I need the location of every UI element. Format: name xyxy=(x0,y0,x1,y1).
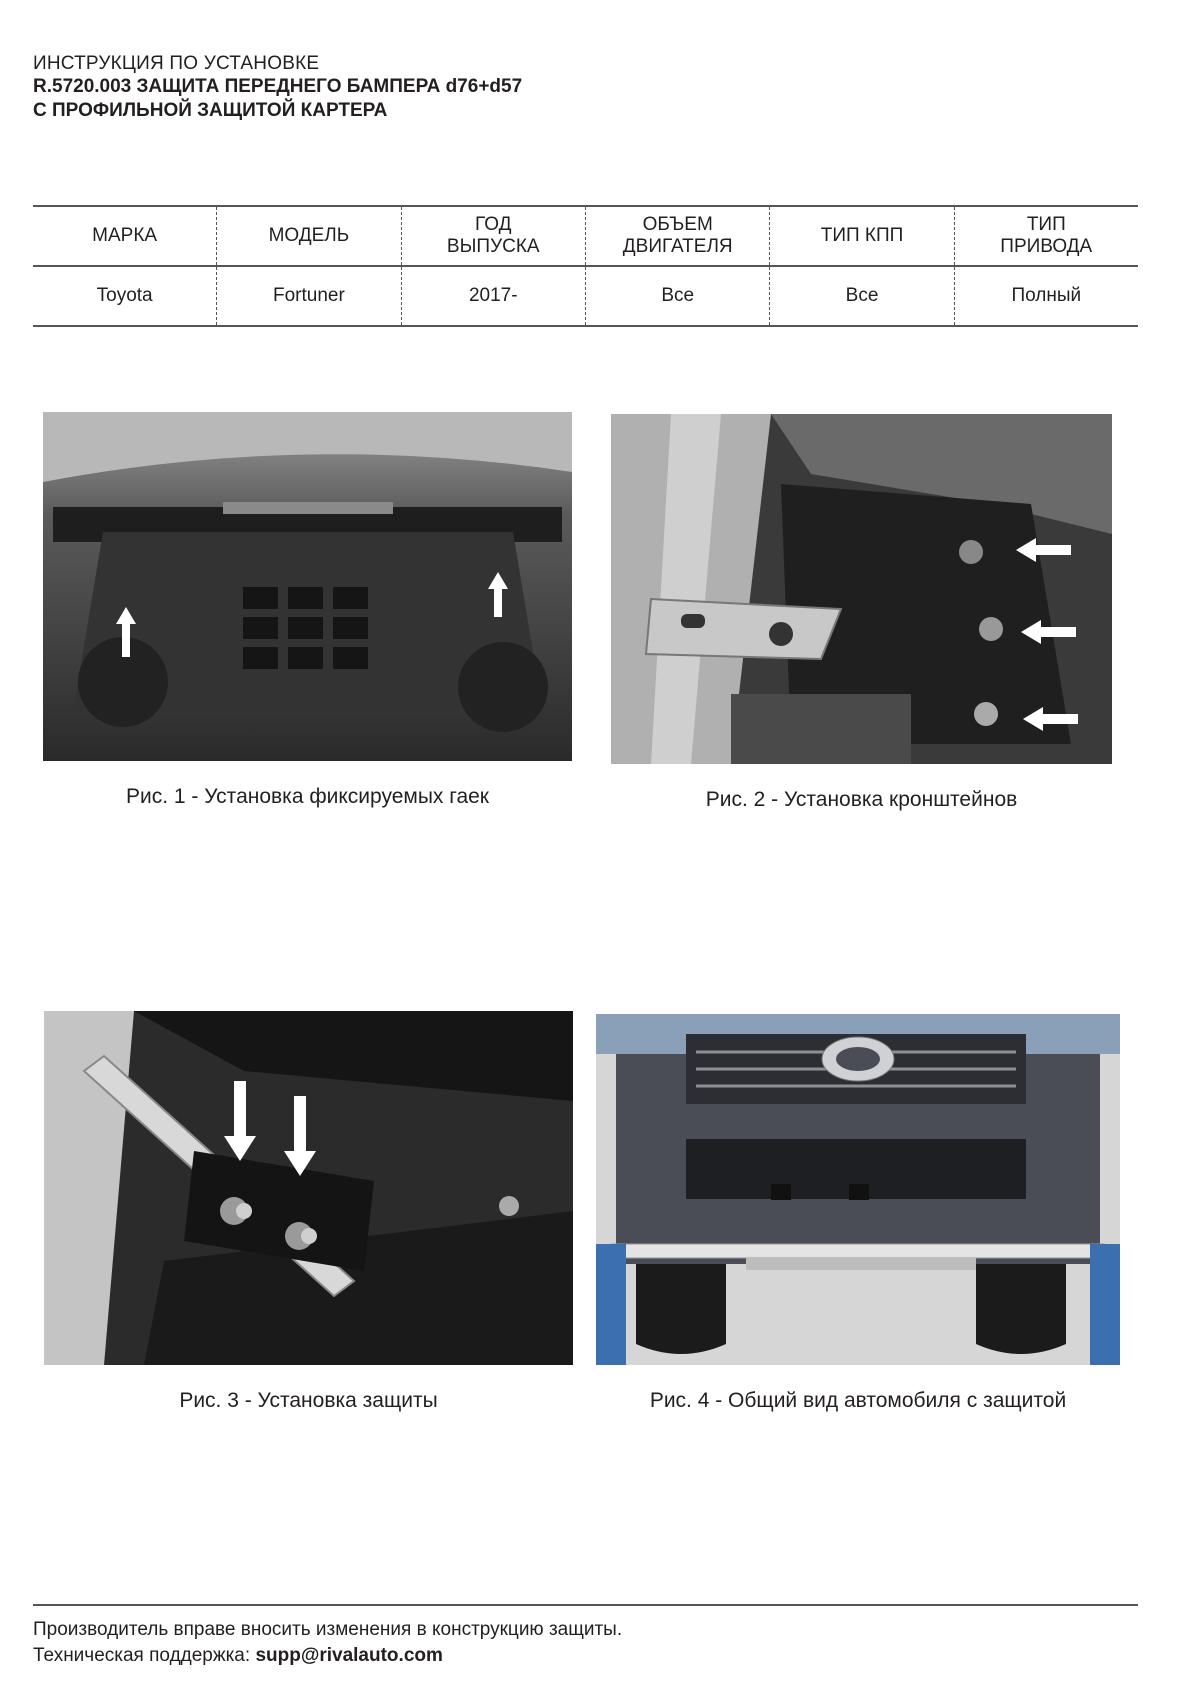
header-cell-gearbox: ТИП КПП xyxy=(770,206,954,266)
header-cell-engine: ОБЪЕМ ДВИГАТЕЛЯ xyxy=(585,206,770,266)
figure-2-caption: Рис. 2 - Установка кронштейнов xyxy=(705,788,1018,811)
value-cell-brand: Toyota xyxy=(33,266,217,326)
figure-4-caption: Рис. 4 - Общий вид автомобиля с защитой xyxy=(649,1389,1067,1412)
header-cell-brand: МАРКА xyxy=(33,206,217,266)
table-header-row xyxy=(33,206,1138,266)
document-subtitle: ИНСТРУКЦИЯ ПО УСТАНОВКЕ xyxy=(33,53,320,74)
figure-2-photo xyxy=(611,414,1112,764)
vehicle-spec-table xyxy=(33,205,1138,327)
figure-1-caption: Рис. 1 - Установка фиксируемых гаек xyxy=(126,785,489,808)
header-cell-drive: ТИП ПРИВОДА xyxy=(954,206,1138,266)
footer-divider xyxy=(33,1604,1138,1606)
support-email-link[interactable]: supp@rivalauto.com xyxy=(255,1645,443,1666)
document-header xyxy=(33,52,522,123)
disclaimer-text: Производитель вправе вносить изменения в конструкцию защиты. xyxy=(33,1619,623,1640)
value-cell-drive: Полный xyxy=(954,266,1138,326)
support-line xyxy=(33,1643,622,1669)
document-title-cont: С ПРОФИЛЬНОЙ ЗАЩИТОЙ КАРТЕРА xyxy=(33,100,388,121)
value-cell-engine: Все xyxy=(585,266,770,326)
document-footer xyxy=(33,1617,622,1669)
value-cell-model: Fortuner xyxy=(217,266,401,326)
header-cell-year: ГОД ВЫПУСКА xyxy=(401,206,585,266)
figure-1-photo xyxy=(43,412,572,761)
document-title: R.5720.003 ЗАЩИТА ПЕРЕДНЕГО БАМПЕРА d76+d57 xyxy=(33,76,523,97)
header-cell-model: МОДЕЛЬ xyxy=(217,206,401,266)
value-cell-year: 2017- xyxy=(401,266,585,326)
value-cell-gearbox: Все xyxy=(770,266,954,326)
support-label: Техническая поддержка: xyxy=(33,1645,256,1666)
figure-3-caption: Рис. 3 - Установка защиты xyxy=(179,1389,438,1412)
table-row xyxy=(33,266,1138,326)
figure-3-photo xyxy=(44,1011,573,1365)
figure-4-photo xyxy=(596,1014,1120,1365)
